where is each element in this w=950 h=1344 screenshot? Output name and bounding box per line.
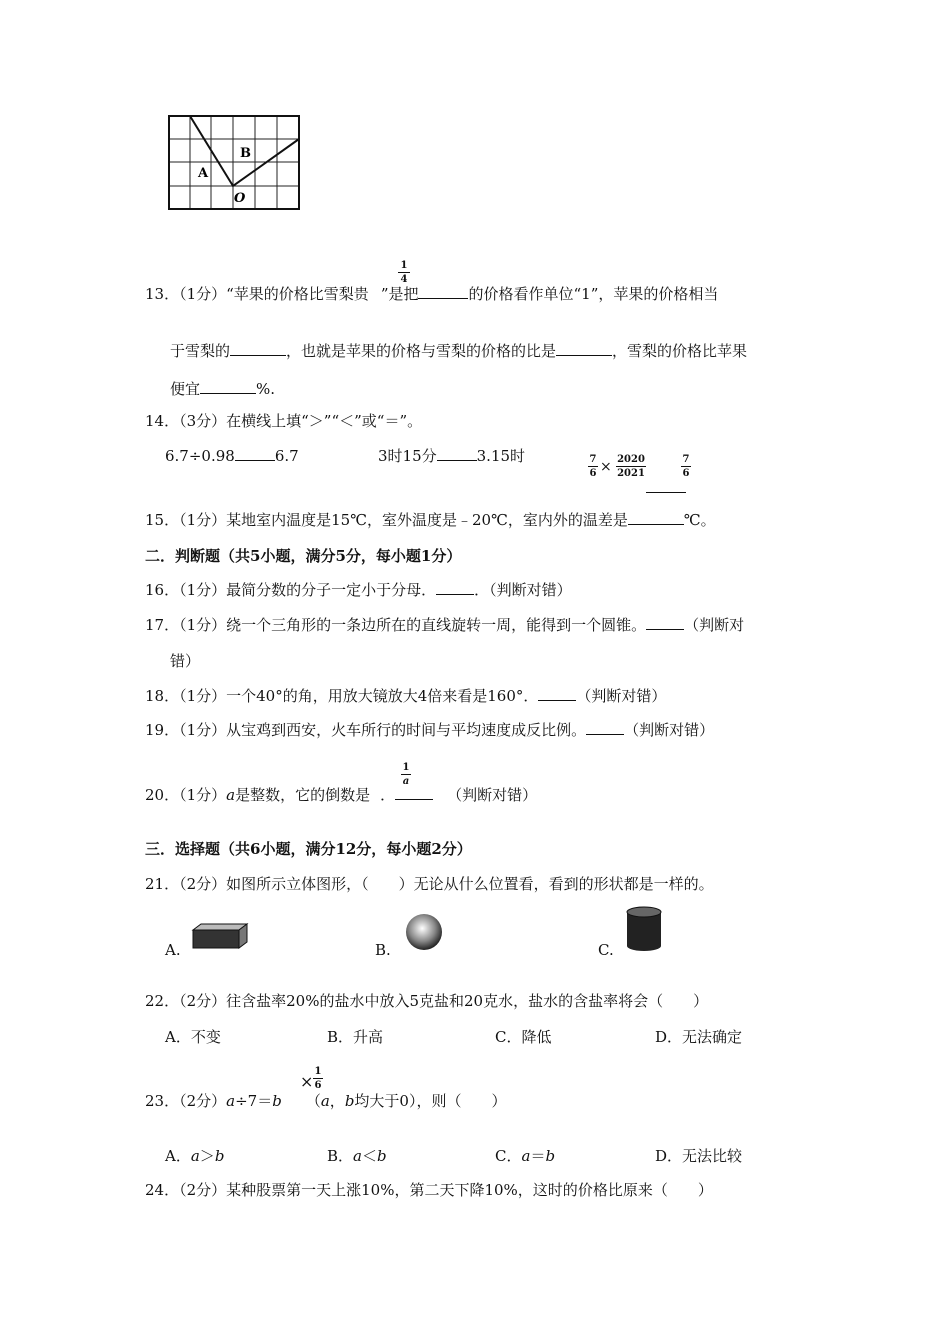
- q22-option-a[interactable]: A．不变: [165, 1028, 221, 1046]
- sphere-icon: [404, 912, 444, 952]
- q18-blank[interactable]: [538, 686, 576, 701]
- grid-label-o: O: [234, 191, 246, 206]
- q16: 16．（1分）最简分数的分子一定小于分母． ．（判断对错）: [145, 581, 572, 599]
- q18: 18．（1分）一个40°的角，用放大镜放大4倍来看是160°． （判断对错）: [145, 687, 667, 705]
- q23-fraction: 1 6: [314, 1066, 322, 1091]
- q23-head: 23．（2分）a÷7＝b （a，b均大于0），则（ ）: [145, 1092, 507, 1110]
- q15-blank[interactable]: [628, 510, 684, 525]
- q14-head: 14．（3分）在横线上填“＞”“＜”或“＝”。: [145, 412, 423, 430]
- q13-blank-2[interactable]: [230, 341, 286, 356]
- q13-line3: 便宜 %.: [170, 380, 276, 398]
- q23-option-d[interactable]: D．无法比较: [655, 1147, 743, 1165]
- q14-item-c: 7 6 × 2020 2021 7 6: [588, 452, 698, 494]
- q13-blank-3[interactable]: [556, 341, 612, 356]
- q21-option-c[interactable]: C.: [598, 941, 614, 959]
- grid-label-b: B: [240, 146, 251, 161]
- q22-head: 22．（2分）往含盐率20%的盐水中放入5克盐和20克水，盐水的含盐率将会（ ）: [145, 992, 709, 1010]
- q19: 19．（1分）从宝鸡到西安，火车所行的时间与平均速度成反比例。 （判断对错）: [145, 721, 715, 739]
- q24-head: 24．（2分）某种股票第一天上涨10%，第二天下降10%，这时的价格比原来（ ）: [145, 1181, 713, 1199]
- q23-option-b[interactable]: B．a＜b: [327, 1147, 387, 1165]
- q20-fraction: 1 a: [402, 762, 410, 787]
- q23-option-c[interactable]: C．a＝b: [495, 1147, 556, 1165]
- q20: 20．（1分）a是整数，它的倒数是 ． （判断对错）: [145, 786, 538, 804]
- q17: 17．（1分）绕一个三角形的一条边所在的直线旋转一周，能得到一个圆锥。 （判断对: [145, 616, 745, 634]
- q20-blank[interactable]: [395, 785, 433, 800]
- q14-blank-b[interactable]: [437, 446, 477, 461]
- cylinder-icon: [624, 906, 664, 952]
- section-2-title: 二．判断题（共5小题，满分5分，每小题1分）: [145, 547, 462, 565]
- q22-option-d[interactable]: D．无法确定: [655, 1028, 743, 1046]
- q22-option-b[interactable]: B．升高: [327, 1028, 384, 1046]
- grid-label-a: A: [198, 166, 209, 181]
- q13-blank-4[interactable]: [200, 379, 256, 394]
- q14-blank-a[interactable]: [235, 446, 275, 461]
- q22-option-c[interactable]: C．降低: [495, 1028, 552, 1046]
- section-3-title: 三．选择题（共6小题，满分12分，每小题2分）: [145, 840, 472, 858]
- q15: 15．（1分）某地室内温度是15℃，室外温度是﹣20℃，室内外的温差是 ℃。: [145, 511, 716, 529]
- q13-fraction: 1 4: [398, 260, 410, 285]
- q17-blank[interactable]: [646, 615, 684, 630]
- q21-option-a[interactable]: A.: [165, 941, 181, 959]
- q14-item-a: 6.7÷0.98 6.7: [165, 447, 299, 465]
- q23-option-a[interactable]: A．a＞b: [165, 1147, 225, 1165]
- q17-cont: 错）: [170, 652, 201, 670]
- q14-blank-c[interactable]: [646, 478, 686, 493]
- q21-option-b[interactable]: B.: [375, 941, 391, 959]
- cuboid-icon: [191, 922, 249, 950]
- q19-blank[interactable]: [586, 720, 624, 735]
- q21-head: 21．（2分）如图所示立体图形，（ ）无论从什么位置看，看到的形状都是一样的。: [145, 875, 714, 893]
- q16-blank[interactable]: [436, 580, 474, 595]
- grid-figure: [168, 115, 300, 211]
- q14-item-b: 3时15分 3.15时: [378, 447, 526, 465]
- q13-line1: 13．（1分）“苹果的价格比雪梨贵 ”是把 的价格看作单位“1”，苹果的价格相当: [145, 285, 719, 303]
- q13-blank-1[interactable]: [418, 284, 468, 299]
- q13-line2: 于雪梨的 ，也就是苹果的价格与雪梨的价格的比是 ，雪梨的价格比苹果: [170, 342, 748, 360]
- q23-times: ×: [300, 1072, 314, 1091]
